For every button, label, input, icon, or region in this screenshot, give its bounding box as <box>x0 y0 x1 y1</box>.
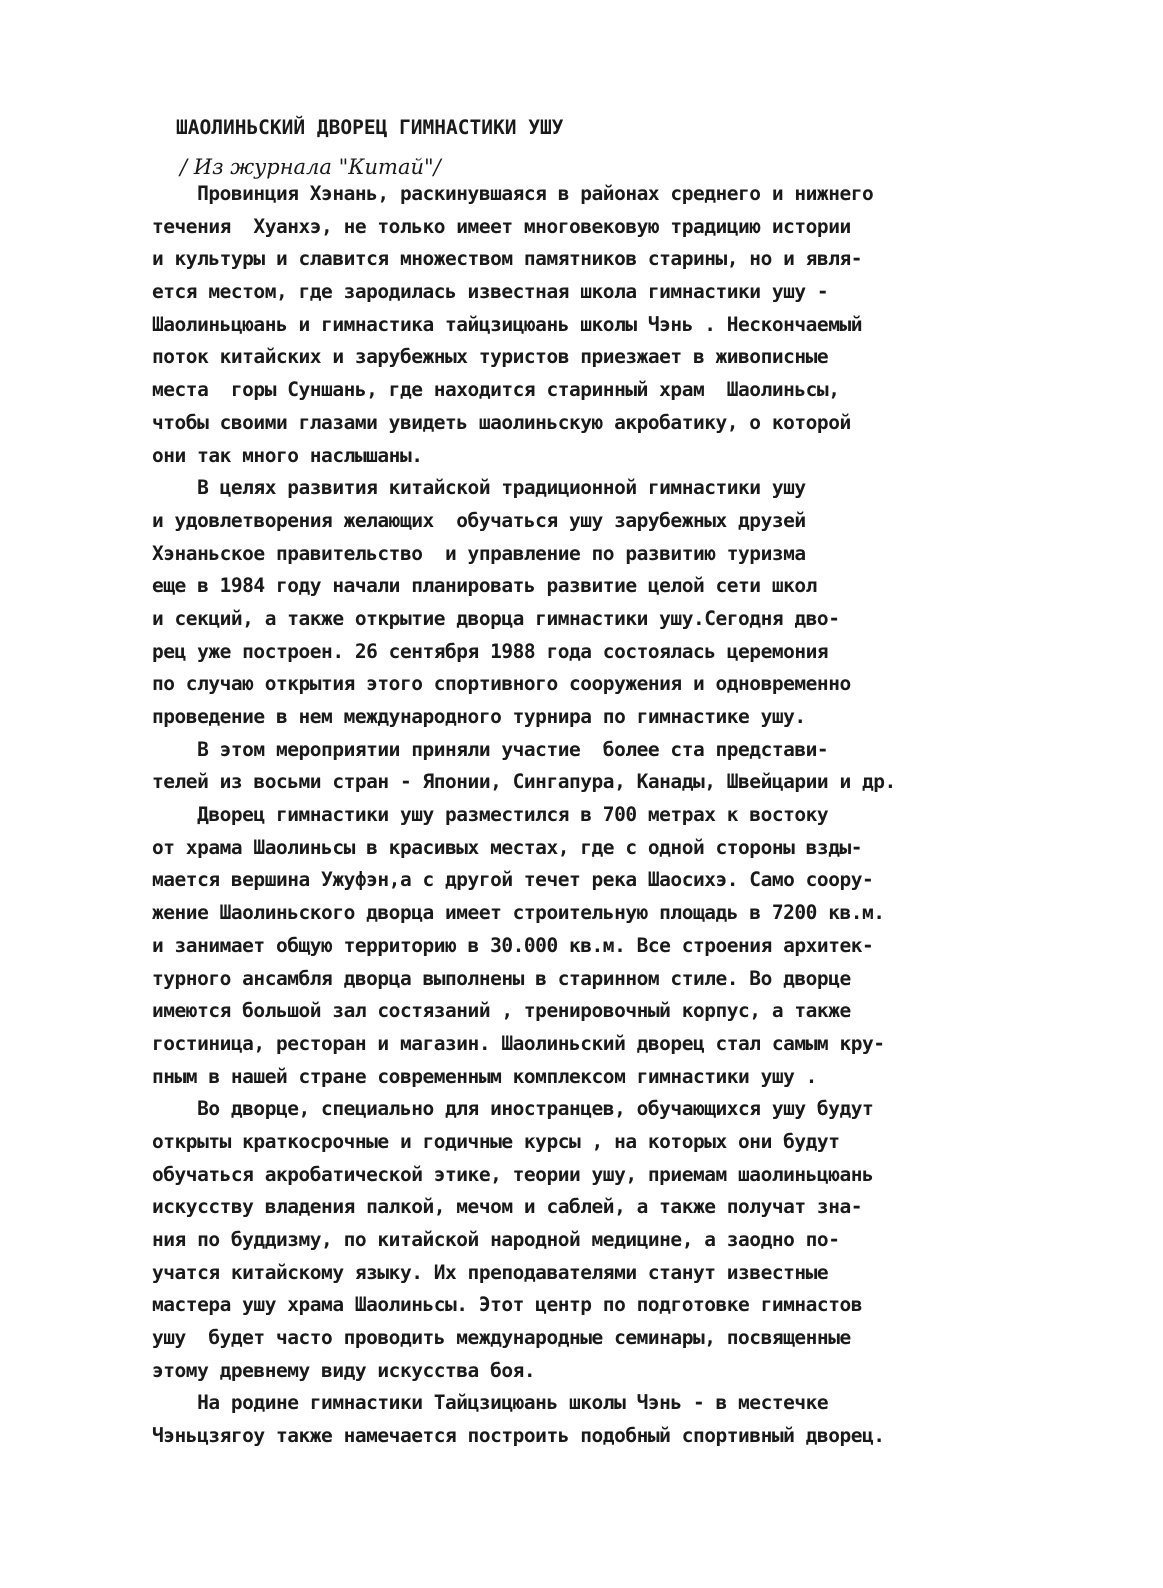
text-line: ется местом, где зародилась известная школа гимнастики ушу - <box>152 280 829 304</box>
text-line: Чэньцзягоу также намечается построить подобный спортивный дворец. <box>152 1424 885 1448</box>
text-line: искусству владения палкой, мечом и саблей, а также получат зна- <box>152 1195 863 1219</box>
text-line: Дворец гимнастики ушу разместился в 700 метрах к востоку <box>152 803 829 827</box>
text-line: Провинция Хэнань, раскинувшаяся в районах среднего и нижнего <box>152 182 874 205</box>
text-line: ушу будет часто проводить международные семинары, посвященные <box>152 1326 851 1350</box>
source-note: / Из журнала "Китай"/ <box>180 155 441 179</box>
text-line: обучаться акробатической этике, теории ушу, приемам шаолиньцюань <box>152 1162 874 1186</box>
text-line: имеются большой зал состязаний , тренировочный корпус, а также <box>152 999 851 1023</box>
text-line: учатся китайскому языку. Их преподавателями станут известные <box>152 1260 829 1284</box>
text-line: Шаолиньцюань и гимнастика тайцзицюань школы Чэнь . Нескончаемый <box>152 312 863 336</box>
text-line: чтобы своими глазами увидеть шаолиньскую акробатику, о которой <box>152 410 851 434</box>
text-line: и удовлетворения желающих обучаться ушу зарубежных друзей <box>152 508 806 532</box>
text-line: этому древнему виду искусства боя. <box>152 1358 536 1382</box>
text-line: поток китайских и зарубежных туристов приезжает в живописные <box>152 345 829 369</box>
text-line: Хэнаньское правительство и управление по развитию туризма <box>152 541 806 565</box>
text-line: На родине гимнастики Тайцзицюань школы Чэнь - в местечке <box>152 1391 829 1415</box>
text-line: мается вершина Ужуфэн,а с другой течет река Шаосихэ. Само соору- <box>152 868 874 892</box>
text-line: Во дворце, специально для иностранцев, обучающихся ушу будут <box>152 1097 874 1121</box>
text-line: и занимает общую территорию в 30.000 кв.м. Все строения архитек- <box>152 933 874 957</box>
text-line: они так много наслышаны. <box>152 443 423 467</box>
text-line: и культуры и славится множеством памятников старины, но и явля- <box>152 247 863 271</box>
text-line: течения Хуанхэ, не только имеет многовековую традицию истории <box>152 214 851 238</box>
text-line: гостиница, ресторан и магазин. Шаолиньский дворец стал самым кру- <box>152 1031 885 1055</box>
document-title: ШАОЛИНЬСКИЙ ДВОРЕЦ ГИМНАСТИКИ УШУ <box>176 116 564 139</box>
text-line: от храма Шаолиньсы в красивых местах, где с одной стороны взды- <box>152 835 863 859</box>
text-line: В этом мероприятии приняли участие более ста представи- <box>152 737 829 761</box>
text-line: пным в нашей стране современным комплексом гимнастики ушу . <box>152 1064 817 1088</box>
text-line: и секций, а также открытие дворца гимнастики ушу.Сегодня дво- <box>152 606 840 630</box>
article-body <box>152 178 1032 1453</box>
text-line: рец уже построен. 26 сентября 1988 года состоялась церемония <box>152 639 829 663</box>
text-line: турного ансамбля дворца выполнены в старинном стиле. Во дворце <box>152 966 851 990</box>
text-line: места горы Суншань, где находится старинный храм Шаолиньсы, <box>152 378 840 402</box>
text-line: мастера ушу храма Шаолиньсы. Этот центр по подготовке гимнастов <box>152 1293 863 1317</box>
text-line: по случаю открытия этого спортивного сооружения и одновременно <box>152 672 851 696</box>
text-line: открыты краткосрочные и годичные курсы , на которых они будут <box>152 1129 840 1153</box>
text-line: проведение в нем международного турнира по гимнастике ушу. <box>152 705 806 728</box>
text-line: жение Шаолиньского дворца имеет строительную площадь в 7200 кв.м. <box>152 901 885 925</box>
text-line: еще в 1984 году начали планировать развитие целой сети школ <box>152 574 817 598</box>
text-line: ния по буддизму, по китайской народной медицине, а заодно по- <box>152 1228 840 1251</box>
text-line: В целях развития китайской традиционной гимнастики ушу <box>152 476 806 500</box>
text-line: телей из восьми стран - Японии, Сингапура, Канады, Швейцарии и др. <box>152 770 896 794</box>
